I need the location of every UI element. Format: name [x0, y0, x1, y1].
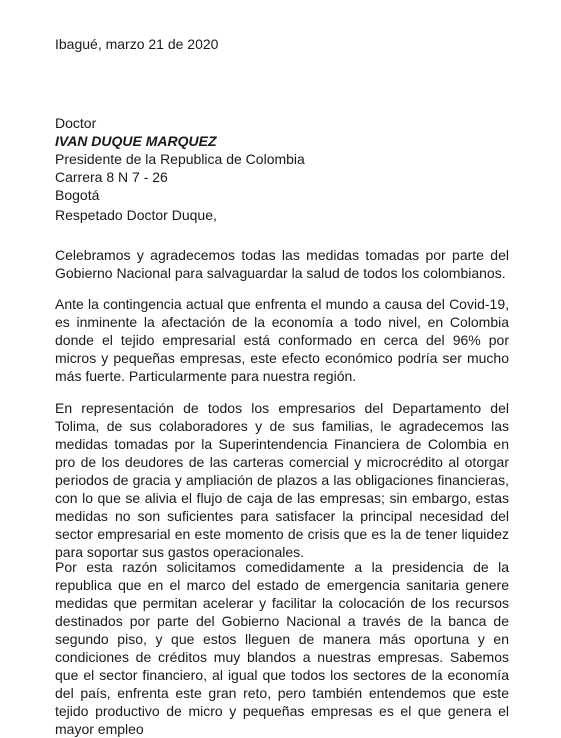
addressee-address: Carrera 8 N 7 - 26 [55, 169, 168, 185]
letter-date: Ibagué, marzo 21 de 2020 [55, 36, 219, 52]
addressee-city: Bogotá [55, 187, 100, 203]
paragraph-3: En representación de todos los empresarios del Departamento del Tolima, de sus colaboradores y de sus familias, le agradecemos las medidas tomadas por la Superintendencia Financiera de Colombia en pro de los deudores de las carteras comercial y microcrédito al otorgar periodos de gracia y ampliación de plazos a las obligaciones financieras, con lo que se alivia el flujo de caja de las empresas; sin embargo, estas medidas no son suficientes para satisfacer la principal necesidad del sector empresarial en este momento de crisis que es la de tener liquidez para soportar sus gastos operacionales. [55, 400, 509, 560]
addressee-position: Presidente de la Republica de Colombia [55, 151, 305, 167]
salutation: Respetado Doctor Duque, [55, 207, 217, 223]
paragraph-2: Ante la contingencia actual que enfrenta el mundo a causa del Covid-19, es inminente la afectación de la economía a todo nivel, en Colombia donde el tejido empresarial está conformado en cerca del 96% por micros y pequeñas empresas, este efecto económico podría ser mucho más fuerte. Particularmente para nuestra región. [55, 296, 509, 384]
addressee-name: IVAN DUQUE MARQUEZ [55, 133, 217, 149]
addressee-block [55, 114, 305, 204]
paragraph-4: Por esta razón solicitamos comedidamente a la presidencia de la republica que en el marco del estado de emergencia sanitaria genere medidas que permitan acelerar y facilitar la colocación de los recursos destinados por parte del Gobierno Nacional a través de la banca de segundo piso, y que estos lleguen de manera más oportuna y en condiciones de créditos muy blandos a nuestras empresas. Sabemos que el sector financiero, al igual que todos los sectores de la economía del país, enfrenta este gran reto, pero también entendemos que este tejido productivo de micro y pequeñas empresas es el que genera el mayor empleo [55, 559, 509, 737]
addressee-title: Doctor [55, 115, 97, 131]
paragraph-1: Celebramos y agradecemos todas las medidas tomadas por parte del Gobierno Nacional para salvaguardar la salud de todos los colombianos. [55, 247, 509, 281]
